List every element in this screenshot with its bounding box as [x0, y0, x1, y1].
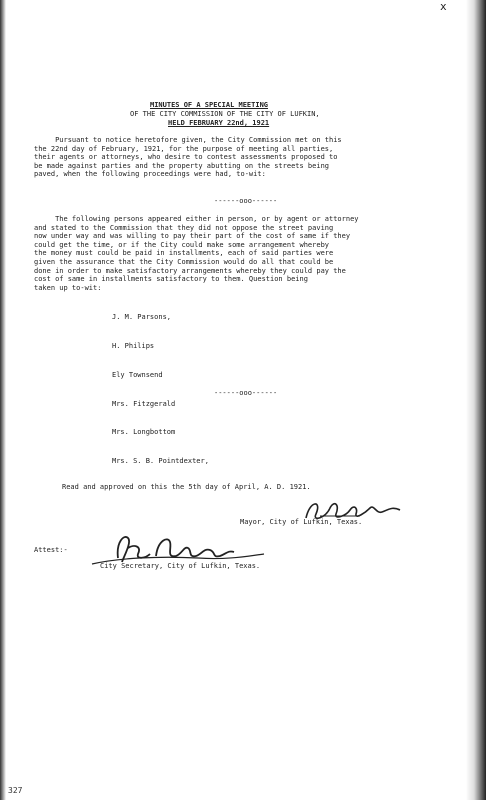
name-item: J. M. Parsons,	[112, 313, 172, 322]
separator-1: ------ooo------	[214, 197, 278, 205]
title-line-1: MINUTES OF A SPECIAL MEETING	[150, 101, 269, 109]
name-item: Mrs. Fitzgerald	[112, 399, 176, 408]
corner-mark: x	[440, 0, 447, 13]
scan-edge-left	[0, 0, 6, 800]
names-list	[112, 294, 209, 486]
title-line-2: OF THE CITY COMMISSION OF THE CITY OF LUFKIN,	[130, 110, 320, 118]
title-line-3: HELD FEBRUARY 22nd, 1921	[168, 119, 270, 127]
name-item: Ely Townsend	[112, 370, 163, 379]
separator-2: ------ooo------	[214, 389, 278, 397]
mayor-title: Mayor, City of Lufkin, Texas.	[240, 518, 363, 526]
page-number: 327	[8, 786, 23, 795]
approval-line: Read and approved on this the 5th day of April, A. D. 1921.	[62, 483, 311, 491]
paragraph-1: Pursuant to notice heretofore given, the City Commission met on this the 22nd day of February, 1921, for the purpose of meeting all parties, their agents or attorneys, who desire to contest assessments proposed to be made against parties and the property abutting on the streets being paved, when the following proceedings were had, to-wit:	[34, 136, 342, 179]
paragraph-2: The following persons appeared either in person, or by agent or attorney and stated to the Commission that they did not oppose the street paving now under way and was willing to pay their part of the cost of same if they could get the time, or if the City could make some arrangement whereby the money must could be paid in installments, each of said parties were given the assurance that the City Commission would do all that could be done in order to make satisfactory arrangements whereby they could pay the cost of same in installments satisfactory to them. Question being taken up to-wit:	[34, 215, 359, 292]
scan-edge-right	[466, 0, 486, 800]
attest-label: Attest:-	[34, 546, 68, 554]
name-item: Mrs. Longbottom	[112, 428, 176, 437]
name-item: H. Philips	[112, 341, 155, 350]
secretary-title: City Secretary, City of Lufkin, Texas.	[100, 562, 261, 570]
name-item: Mrs. S. B. Pointdexter,	[112, 457, 209, 466]
